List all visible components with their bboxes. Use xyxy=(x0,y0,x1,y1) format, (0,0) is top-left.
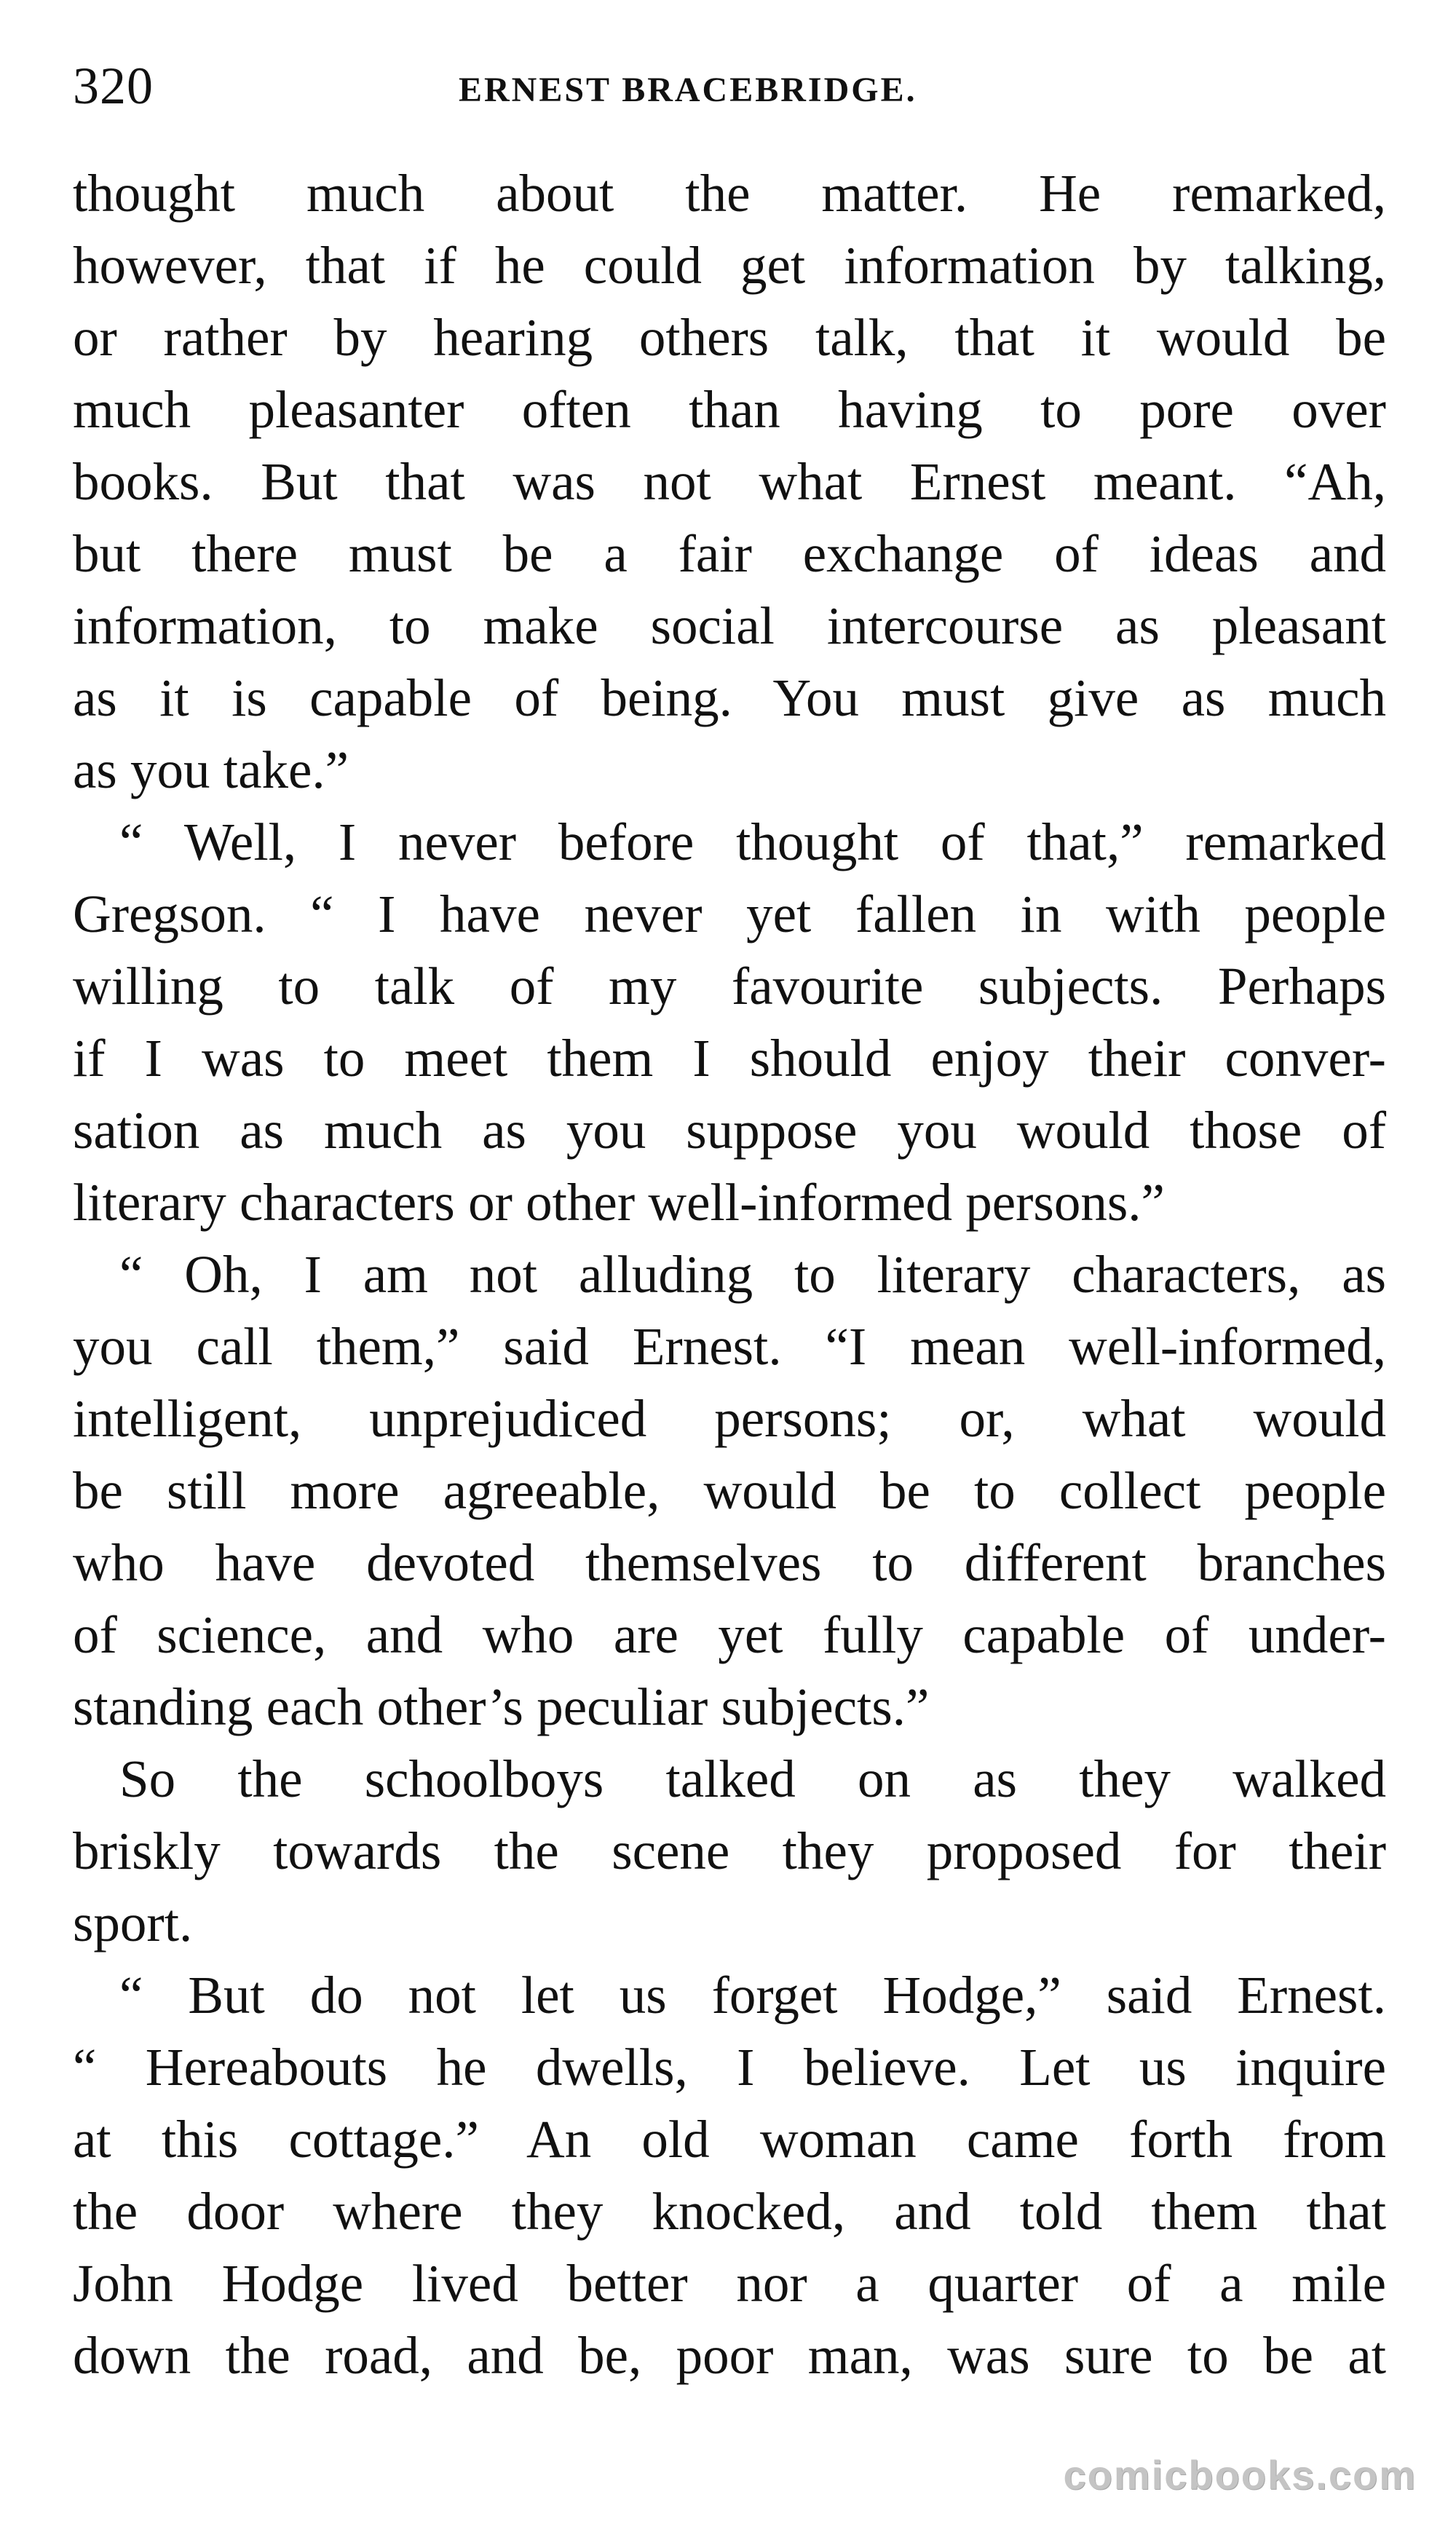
text-line: briskly towards the scene they proposed for their xyxy=(73,1821,1386,1880)
page-number: 320 xyxy=(73,57,154,115)
text-line: or rather by hearing others talk, that it would be xyxy=(73,308,1386,367)
text-line: sation as much as you suppose you would those of xyxy=(73,1101,1386,1160)
text-line: “ Well, I never before thought of that,” remarked xyxy=(119,812,1386,871)
text-line: of science, and who are yet fully capable of under- xyxy=(73,1605,1386,1664)
text-line: down the road, and be, poor man, was sure to be at xyxy=(73,2326,1386,2385)
text-line: as you take.” xyxy=(73,740,349,799)
text-line: sport. xyxy=(73,1894,193,1953)
text-line: at this cottage.” An old woman came forth from xyxy=(73,2110,1386,2169)
text-line: thought much about the matter. He remarked, xyxy=(73,164,1386,223)
text-line: much pleasanter often than having to pore over xyxy=(73,380,1386,439)
text-line: if I was to meet them I should enjoy their conver- xyxy=(73,1029,1386,1088)
text-line: the door where they knocked, and told them that xyxy=(73,2182,1386,2241)
text-line: “ Hereabouts he dwells, I believe. Let us inquire xyxy=(73,2038,1386,2097)
text-line: but there must be a fair exchange of ideas and xyxy=(73,524,1386,583)
page-header xyxy=(73,57,1386,147)
text-line: “ But do not let us forget Hodge,” said Ernest. xyxy=(119,1966,1386,2025)
text-line: “ Oh, I am not alluding to literary characters, as xyxy=(119,1245,1386,1304)
watermark: comicbooks.com xyxy=(1063,2452,1417,2498)
text-line: John Hodge lived better nor a quarter of a mile xyxy=(73,2254,1386,2313)
text-line: information, to make social intercourse as pleasant xyxy=(73,596,1386,655)
running-head: ERNEST BRACEBRIDGE. xyxy=(459,71,917,109)
text-line: however, that if he could get information by talking, xyxy=(73,236,1386,295)
text-line: you call them,” said Ernest. “I mean well-informed, xyxy=(73,1317,1386,1376)
text-line: willing to talk of my favourite subjects. Perhaps xyxy=(73,957,1386,1016)
text-line: be still more agreeable, would be to collect people xyxy=(73,1461,1386,1520)
text-line: So the schoolboys talked on as they walked xyxy=(119,1749,1386,1808)
text-line: books. But that was not what Ernest meant. “Ah, xyxy=(73,452,1386,511)
text-line: Gregson. “ I have never yet fallen in with people xyxy=(73,885,1386,943)
text-line: standing each other’s peculiar subjects.” xyxy=(73,1677,930,1736)
page-text xyxy=(73,157,1386,2391)
text-line: who have devoted themselves to different branches xyxy=(73,1533,1386,1592)
text-line: as it is capable of being. You must give as much xyxy=(73,668,1386,727)
text-line: intelligent, unprejudiced persons; or, what would xyxy=(73,1389,1386,1448)
text-line: literary characters or other well-informed persons.” xyxy=(73,1173,1165,1232)
